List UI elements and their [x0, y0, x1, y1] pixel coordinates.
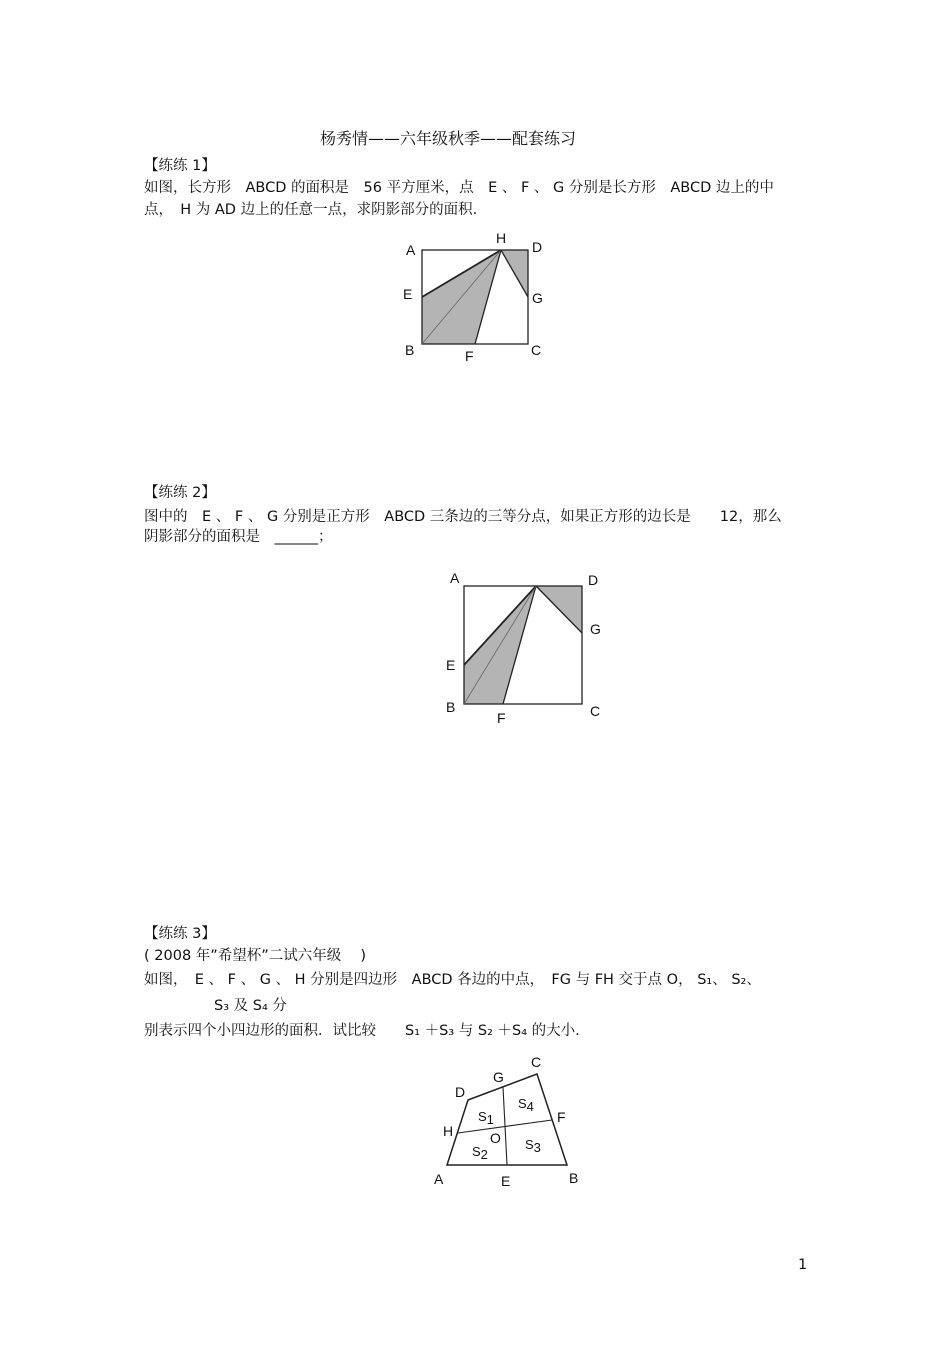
ex3-label-g: G — [493, 1069, 504, 1085]
ex2-label-f: F — [497, 710, 506, 726]
ex1-label-c: C — [531, 342, 542, 358]
ex3-region-s1: S1 — [478, 1109, 494, 1127]
ex2-label-g: G — [590, 621, 601, 637]
ex1-figure — [395, 225, 555, 370]
ex1-label-h: H — [496, 230, 507, 246]
ex1-label-b: B — [405, 342, 415, 358]
ex2-label-e: E — [446, 657, 456, 673]
ex3-region-s4: S4 — [518, 1096, 534, 1114]
ex2-label-b: B — [446, 699, 456, 715]
ex3-label-b: B — [569, 1170, 579, 1186]
ex3-header: 【练练 3】 — [144, 926, 216, 942]
ex2-label-c: C — [590, 703, 601, 719]
ex1-text-line1: 如图，长方形 ABCD 的面积是 56 平方厘米，点 E 、 F 、 G 分别是长方形 ABCD 边上的中 — [144, 180, 774, 196]
ex3-label-a: A — [434, 1171, 444, 1187]
ex3-text-line3: 别表示四个小四边形的面积．试比较 S₁ ＋S₃ 与 S₂ ＋S₄ 的大小. — [144, 1023, 580, 1039]
ex1-label-d: D — [532, 239, 543, 255]
page-number: 1 — [798, 1257, 808, 1273]
ex3-figure — [425, 1050, 595, 1195]
ex2-text-line2: 阴影部分的面积是 ______； — [144, 529, 333, 545]
ex1-header: 【练练 1】 — [144, 158, 216, 174]
ex3-label-d: D — [455, 1084, 466, 1100]
ex1-label-f: F — [465, 348, 474, 364]
ex1-label-a: A — [406, 242, 416, 258]
ex2-label-d: D — [588, 572, 599, 588]
ex3-text-line1: 如图， E 、 F 、 G 、 H 分别是四边形 ABCD 各边的中点， FG 与 FH 交于点 O， S₁、 S₂、 — [144, 972, 761, 988]
ex3-label-f: F — [557, 1109, 566, 1125]
ex3-label-h: H — [443, 1123, 454, 1139]
ex2-header: 【练练 2】 — [144, 485, 216, 501]
ex1-label-g: G — [532, 290, 543, 306]
ex3-text-line2: S₃ 及 S₄ 分 — [214, 998, 287, 1014]
ex3-region-s2: S2 — [472, 1144, 488, 1162]
ex3-region-s3: S3 — [525, 1137, 541, 1155]
ex1-text-line2: 点， H 为 AD 边上的任意一点，求阴影部分的面积. — [144, 202, 478, 218]
ex3-source: ( 2008 年”希望杯”二试六年级 ) — [144, 948, 367, 964]
ex3-label-c: C — [531, 1054, 542, 1070]
ex1-label-e: E — [403, 286, 413, 302]
ex2-label-a: A — [450, 570, 460, 586]
ex2-figure — [440, 565, 620, 730]
ex3-label-o: O — [490, 1130, 501, 1146]
page-title: 杨秀情——六年级秋季——配套练习 — [320, 129, 577, 148]
ex2-text-line1: 图中的 E 、 F 、 G 分别是正方形 ABCD 三条边的三等分点，如果正方形的边长是 12，那么 — [144, 509, 782, 525]
ex3-label-e: E — [501, 1173, 511, 1189]
